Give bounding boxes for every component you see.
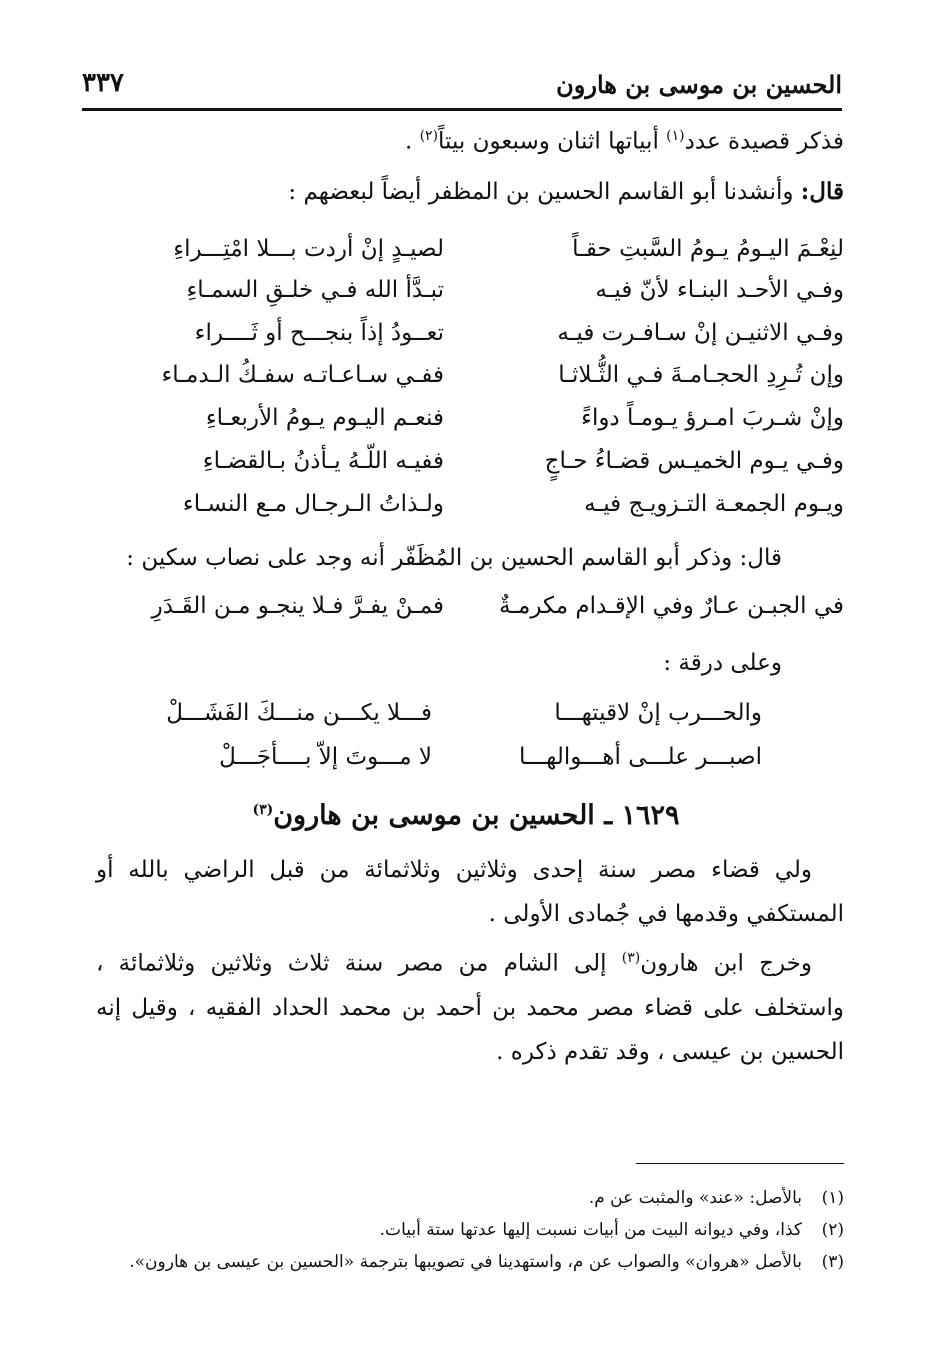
verse-first-hemistich: وإنْ شـربَ امـرؤ يـومـاً دواءً	[581, 405, 844, 431]
page-number: ٣٣٧	[82, 68, 124, 98]
verse	[80, 277, 844, 315]
entry-name: الحسين بن موسى بن هارون	[273, 800, 595, 831]
entry-heading	[0, 800, 932, 831]
verse-second-hemistich: لا مـــوتَ إلاّ بــــأجَـــلْ	[219, 744, 432, 770]
paragraph-2-rest: إلى الشام من مصر سنة ثلاث وثلاثين وثلاثمائة ، واستخلف على قضاء مصر محمد بن أحمد بن محمد الحداد الفقيه ، وقيل إنه الحسين بن عيسى ، وقد تقدم ذكره .	[96, 950, 844, 1065]
verse	[80, 405, 844, 443]
verse	[80, 448, 844, 486]
paragraph-1: ولي قضاء مصر سنة إحدى وثلاثين وثلاثمائة من قبل الراضي بالله أو المستكفي وقدمها في جُمادى الأولى .	[96, 857, 844, 927]
verse-second-hemistich: ففيـه اللّـهُ يـأذنُ بـالقضـاءِ	[202, 448, 444, 474]
verse-first-hemistich: وفـي الاثنيـن إنْ سـافـرت فيـه	[557, 320, 844, 346]
intro-line-2	[80, 178, 844, 205]
header-rule	[82, 108, 842, 111]
knife-intro: قال: وذكر أبو القاسم الحسين بن المُظَفّر أنه وجد على نصاب سكين :	[126, 545, 782, 571]
footnote-ref-3b[interactable]: (٣)	[621, 950, 641, 966]
shield-intro: وعلى درقة :	[663, 650, 782, 676]
footnote-1	[80, 1188, 844, 1208]
verse-first-hemistich: وفـي يـوم الخميـس قضـاءُ حـاجٍ	[544, 448, 844, 474]
footnote-number: (١)	[821, 1188, 844, 1208]
paragraph-2	[96, 936, 844, 1074]
knife-verse	[80, 593, 844, 631]
verse-second-hemistich: فـــلا يكـــن منـــكَ الفَشَـــلْ	[166, 700, 432, 726]
verse-second-hemistich: لصيـدٍ إنْ أردت بـــلا امْتِـــراءِ	[173, 236, 444, 262]
footnote-2	[80, 1220, 844, 1240]
verse	[80, 362, 844, 400]
footnote-number: (٣)	[821, 1252, 844, 1272]
footnote-ref-2[interactable]: (٢)	[419, 128, 439, 144]
entry-dash: ـ	[594, 800, 622, 831]
verse-second-hemistich: فنعـم اليـوم يـومُ الأربعـاءِ	[205, 405, 444, 431]
intro-text-end: .	[404, 128, 420, 155]
running-title: الحسين بن موسى بن هارون	[556, 70, 842, 99]
verse-first-hemistich: والحـــرب إنْ لاقيتهـــا	[554, 700, 762, 726]
intro-text-cont: أبياتها اثنان وسبعون بيتاً	[438, 128, 667, 155]
verse-second-hemistich: تبـدَّأ الله فـي خلـقِ السمـاءِ	[186, 277, 444, 303]
footnote-rule	[636, 1163, 844, 1164]
verse-first-hemistich: في الجبـن عـارٌ وفي الإقـدام مكرمـةٌ	[498, 593, 844, 619]
verse	[150, 744, 762, 782]
footnote-text: بالأصل «هروان» والصواب عن م، واستهدينا في تصويبها بترجمة «الحسين بن عيسى بن هارون».	[129, 1252, 802, 1272]
verse-second-hemistich: تعــودُ إذاً بنجـــح أو ثَــــراء	[194, 320, 444, 346]
verse	[80, 320, 844, 358]
intro-text: فذكر قصيدة عدد	[684, 128, 844, 155]
verse-second-hemistich: فمـنْ يفـرَّ فـلا ينجـو مـن القَـدَرِ	[151, 593, 444, 619]
verse-second-hemistich: ففـي سـاعـاتـه سفـكُ الـدمـاء	[161, 362, 444, 388]
verse	[80, 236, 844, 274]
intro-line-1	[80, 128, 844, 155]
footnote-ref-1[interactable]: (١)	[666, 128, 685, 144]
page-header	[82, 62, 842, 108]
verse-second-hemistich: ولـذاتُ الـرجـال مـع النسـاء	[182, 491, 444, 517]
qala-label: قال:	[800, 178, 844, 205]
verse	[150, 700, 762, 738]
footnote-number: (٢)	[821, 1220, 844, 1240]
verse	[80, 491, 844, 529]
verse-first-hemistich: اصبـــر علـــى أهـــوالهـــا	[519, 744, 762, 770]
verse-first-hemistich: وإن تُـرِدِ الحجـامـةَ فـي الثُّـلاثـا	[558, 362, 844, 388]
footnote-text: كذا، وفي ديوانه البيت من أبيات نسبت إليها عدتها ستة أبيات.	[379, 1220, 802, 1240]
paragraph-2-start: وخرج ابن هارون	[640, 950, 813, 977]
verse-first-hemistich: وفـي الأحـد البنـاء لأنّ فيـه	[595, 277, 844, 303]
entry-number: ١٦٢٩	[621, 800, 680, 831]
footnote-ref-3[interactable]: (٣)	[252, 802, 274, 818]
verse-first-hemistich: ويـوم الجمعـة التـزويـج فيـه	[584, 491, 844, 517]
verse-first-hemistich: لنِعْـمَ اليـومُ يـومُ السَّبتِ حقـاً	[572, 236, 844, 262]
footnote-3	[80, 1252, 844, 1272]
footnote-text: بالأصل: «عند» والمثبت عن م.	[588, 1188, 802, 1208]
intro-line-2-text: وأنشدنا أبو القاسم الحسين بن المظفر أيضاً لبعضهم :	[288, 179, 801, 205]
